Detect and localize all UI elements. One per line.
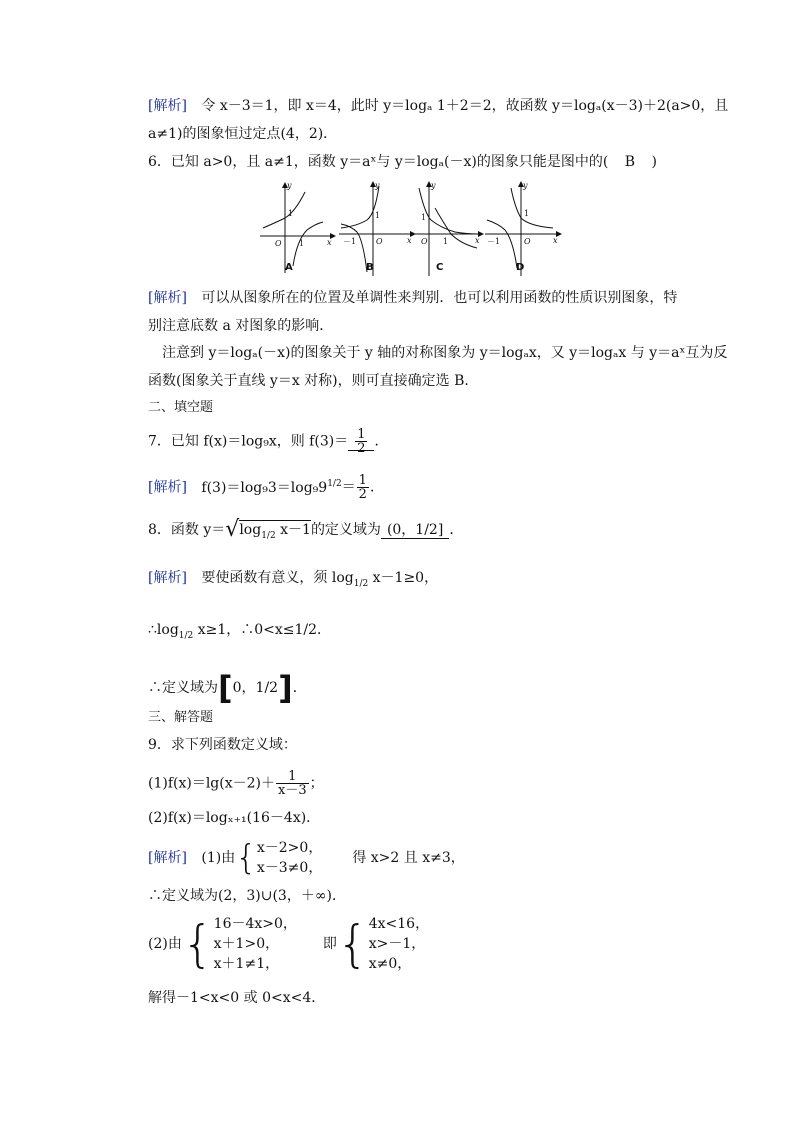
q8-solution-half: 1/2	[294, 622, 318, 638]
sqrt-icon: √	[225, 517, 240, 542]
q6-solution-line-4: 函数(图象关于直线 y＝x 对称)，则可直接确定选 B．	[148, 373, 479, 389]
solution-tag: [解析]	[148, 290, 187, 306]
q6-stem	[148, 152, 657, 172]
q8-solution-l1-pre: 要使函数有意义，须 log	[201, 570, 354, 586]
q5-solution-line-2: a≠1)的图象恒过定点(4，2)．	[148, 126, 338, 142]
svg-text:1: 1	[443, 237, 449, 246]
q5-solution-text-1: 令 x－3＝1，即 x＝4，此时 y＝logₐ 1＋2＝2，故函数 y＝logₐ(x－3)＋2(a>0，且	[201, 98, 729, 114]
q7-answer-denominator: 2	[357, 441, 366, 456]
solution-tag: [解析]	[148, 850, 187, 866]
q7-solution	[148, 474, 384, 501]
q6-solution-text-1: 可以从图象所在的位置及单调性来判别．也可以利用函数的性质识别图象，特	[201, 290, 678, 306]
system-row: x≠0，	[368, 956, 412, 972]
q9-stem: 9．求下列函数定义域：	[148, 737, 297, 753]
system-row: 16－4x>0，	[213, 916, 297, 932]
q8-solution-l2-mid: x≥1，∴0<x≤	[193, 622, 295, 638]
graph-caption-b: B	[366, 262, 374, 273]
q8-solution-line-1	[148, 568, 438, 594]
solution-tag: [解析]	[148, 98, 187, 114]
q9-solution-p1-pre: (1)由	[201, 850, 236, 866]
q8-arg: x－1	[275, 522, 311, 538]
section-title-fill-in: 二、填空题	[148, 400, 214, 415]
q9-part-1-num: 1	[276, 770, 309, 784]
q9-solution-p2-result: 解得－1<x<0 或 0<x<4．	[148, 990, 326, 1006]
graph-a	[260, 181, 335, 273]
q6-solution-line-2: 别注意底数 a 对图象的影响．	[148, 318, 334, 334]
svg-text:x: x	[475, 236, 480, 245]
system-row: x＋1>0，	[213, 936, 280, 952]
solution-tag: [解析]	[148, 570, 187, 586]
system-row: x>－1，	[368, 936, 426, 952]
q8-solution-l3-end: ．	[292, 680, 307, 696]
q8-solution-l2-pre: ∴log	[148, 622, 179, 638]
graph-caption-a: A	[285, 262, 293, 273]
q9-part-1-end: ；	[309, 775, 324, 792]
svg-text:y: y	[287, 181, 292, 190]
q8-answer: (0，1/2]	[381, 522, 449, 539]
q9-solution-p1-system	[257, 838, 322, 878]
svg-text:1: 1	[421, 213, 427, 222]
q7-answer-blank	[348, 427, 374, 456]
svg-text:O: O	[421, 237, 428, 246]
svg-text:1: 1	[299, 239, 305, 248]
q6-solution-line-1	[148, 288, 677, 308]
bracket-right-icon: ]	[278, 669, 293, 707]
svg-text:y: y	[431, 181, 436, 190]
q9-solution-part-2	[148, 914, 429, 974]
q5-solution-line-1	[148, 96, 728, 116]
q9-solution-p2-system-1	[214, 914, 297, 974]
bracket-left-icon: [	[218, 669, 233, 707]
q9-part-1-pre: (1)f(x)＝lg(x－2)＋	[148, 775, 275, 792]
q9-part-1-den: x－3	[278, 783, 307, 798]
system-row: x＋1≠1，	[213, 956, 280, 972]
section-title-solve: 三、解答题	[148, 710, 214, 725]
brace-icon: {	[336, 915, 369, 973]
svg-text:－1: －1	[487, 237, 501, 246]
q9-solution-p1-domain: ∴定义域为(2，3)∪(3，＋∞)．	[148, 888, 346, 904]
q9-solution-part-1	[148, 838, 465, 878]
graph-c	[413, 181, 483, 276]
q6-close-paren: )	[651, 154, 657, 170]
q8-end: ．	[449, 522, 464, 538]
svg-text:O: O	[376, 237, 383, 246]
q7-solution-end: ．	[369, 479, 384, 496]
q7-stem	[148, 428, 388, 455]
q7-end: ．	[374, 433, 389, 450]
q8-log-base: 1/2	[261, 530, 276, 541]
q8-solution-base-1: 1/2	[353, 578, 369, 589]
graph-caption-c: C	[436, 262, 444, 273]
q8-solution-l1-post: x－1≥0，	[368, 570, 439, 586]
q9-solution-p2-mid: 即	[322, 936, 337, 952]
q7-solution-exponent: 1/2	[327, 479, 342, 489]
system-row: 4x<16，	[368, 916, 430, 932]
q8-solution-base-2: 1/2	[178, 630, 194, 641]
system-row: x－3≠0，	[256, 860, 323, 876]
q8-stem	[148, 517, 464, 546]
q8-solution-interval: 0，1/2	[232, 680, 279, 696]
svg-text:1: 1	[375, 211, 381, 220]
q7-solution-den: 2	[358, 487, 367, 503]
q9-part-2: (2)f(x)＝logₓ₊₁(16－4x)．	[148, 810, 321, 826]
q8-solution-l2-end: ．	[317, 622, 332, 638]
graph-b	[339, 181, 415, 276]
svg-text:y: y	[375, 181, 380, 190]
svg-text:O: O	[275, 239, 282, 248]
q8-solution-l3-pre: ∴定义域为	[148, 680, 218, 696]
q8-radicand	[239, 520, 311, 541]
q6-stem-text: 6．已知 a>0，且 a≠1，函数 y＝aˣ与 y＝logₐ(－x)的图象只能是图中的(	[148, 154, 609, 170]
system-row: x－2>0，	[256, 840, 323, 856]
q9-solution-p2-system-2	[369, 914, 429, 974]
q8-post: 的定义域为	[310, 522, 381, 538]
q7-solution-num: 1	[358, 473, 367, 489]
svg-text:y: y	[523, 181, 528, 190]
svg-text:x: x	[327, 238, 332, 247]
q8-solution-line-2	[148, 620, 331, 646]
q6-answer: B	[624, 154, 636, 170]
graph-caption-d: D	[516, 262, 525, 273]
svg-text:－1: －1	[343, 237, 357, 246]
q8-pre: 8．函数 y＝	[148, 522, 226, 538]
q8-log: log	[239, 522, 262, 538]
q9-part-1	[148, 770, 324, 797]
q7-stem-text: 7．已知 f(x)＝log₉x，则 f(3)＝	[148, 433, 349, 450]
svg-text:x: x	[407, 236, 412, 245]
q7-answer-numerator: 1	[357, 427, 366, 442]
q8-solution-line-3	[148, 669, 307, 707]
svg-text:x: x	[553, 236, 558, 245]
svg-text:1: 1	[288, 209, 294, 218]
q7-solution-text: f(3)＝log₉3＝log₉9	[201, 479, 328, 496]
svg-text:O: O	[524, 237, 531, 246]
brace-icon: {	[181, 915, 214, 973]
solution-tag: [解析]	[148, 479, 187, 496]
q9-solution-p2-pre: (2)由	[148, 936, 182, 952]
svg-text:1: 1	[524, 209, 530, 218]
q9-solution-p1-result: 得 x>2 且 x≠3，	[352, 850, 465, 866]
brace-icon: {	[235, 838, 257, 878]
q6-solution-line-3: 注意到 y＝logₐ(－x)的图象关于 y 轴的对称图象为 y＝logₐx，又 y＝logₐx 与 y＝aˣ互为反	[162, 345, 728, 361]
q7-solution-eq: ＝	[341, 479, 356, 496]
